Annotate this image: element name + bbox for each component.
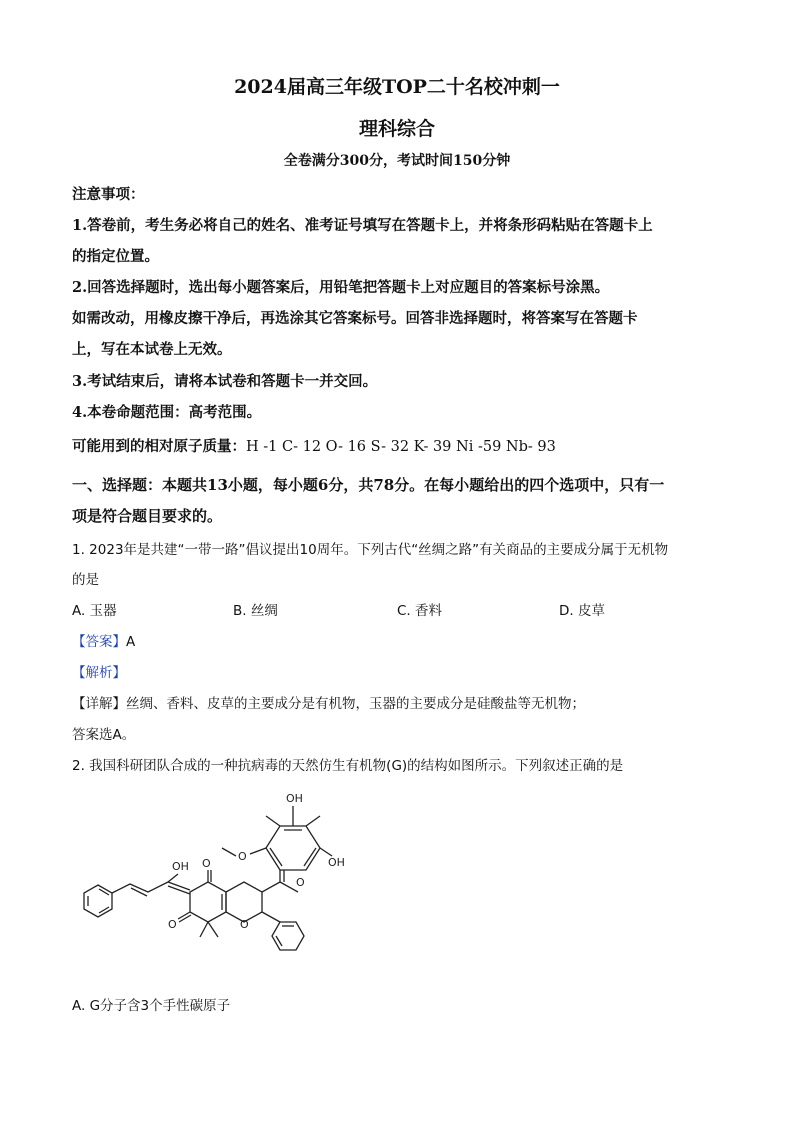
label-oh-top: OH: [286, 792, 303, 805]
notice-item: 上，写在本试卷上无效。: [72, 341, 232, 358]
notice-item: 如需改动，用橡皮擦干净后，再选涂其它答案标号。回答非选择题时，将答案写在答题卡: [72, 310, 638, 327]
q1-option-b: B. 丝绸: [233, 603, 278, 619]
q1-detail: [72, 692, 585, 712]
label-o-carbonyl-left: O: [168, 918, 177, 931]
atomic-mass-values: H -1 C- 12 O- 16 S- 32 K- 39 Ni -59 Nb- 93: [246, 439, 556, 455]
section-heading-cont: 项是符合题目要求的。: [72, 507, 223, 525]
analysis-tag: 【解析】: [72, 665, 126, 681]
label-o-methoxy: O: [238, 850, 247, 863]
dione-ring: [190, 882, 226, 922]
notice-item: 的指定位置。: [72, 248, 159, 265]
q1-option-a: A. 玉器: [72, 603, 117, 619]
label-oh-right: OH: [328, 856, 345, 869]
q1-option-d: D. 皮草: [559, 603, 605, 619]
molecule-structure-diagram: [70, 782, 370, 982]
notice-item: 3.考试结束后，请将本试卷和答题卡一并交回。: [72, 373, 378, 390]
exam-title: 2024届高三年级TOP二十名校冲刺一: [234, 76, 560, 98]
atomic-mass-label: 可能用到的相对原子质量：: [72, 438, 246, 455]
notice-item: 4.本卷命题范围：高考范围。: [72, 404, 262, 421]
label-o-ketone: O: [296, 876, 305, 889]
score-info: 全卷满分300分，考试时间150分钟: [283, 153, 511, 169]
q1-option-c: C. 香料: [397, 603, 443, 619]
q2-stem: 2. 我国科研团队合成的一种抗病毒的天然仿生有机物(G)的结构如图所示。下列叙述正确的是: [72, 758, 624, 774]
section-heading: 一、选择题：本题共13小题，每小题6分，共78分。在每小题给出的四个选项中，只有一: [72, 476, 665, 494]
q1-answer: [72, 630, 135, 650]
notice-item: 1.答卷前，考生务必将自己的姓名、准考证号填写在答题卡上，并将条形码粘贴在答题卡上: [72, 217, 653, 234]
notice-item: 2.回答选择题时，选出每小题答案后，用铅笔把答题卡上对应题目的答案标号涂黑。: [72, 279, 610, 296]
detail-tag: 【详解】: [72, 696, 126, 712]
answer-tag: 【答案】: [72, 634, 126, 650]
q1-conclusion: 答案选A。: [72, 727, 136, 743]
q2-option-a: A. G分子含3个手性碳原子: [72, 998, 231, 1014]
detail-text: 丝绸、香料、皮草的主要成分是有机物，玉器的主要成分是硅酸盐等无机物；: [126, 696, 585, 712]
atomic-mass-line: [72, 435, 556, 456]
label-o-carbonyl-top: O: [202, 857, 211, 870]
notice-heading: 注意事项：: [72, 186, 145, 203]
exam-subject: 理科综合: [358, 118, 435, 140]
answer-value: A: [126, 634, 136, 650]
label-oh-left: OH: [172, 860, 189, 873]
q1-stem: 1. 2023年是共建“一带一路”倡议提出10周年。下列古代“丝绸之路”有关商品的主要成分属于无机物: [72, 542, 669, 558]
pyran-ring: [226, 882, 262, 922]
q1-stem-cont: 的是: [72, 572, 99, 588]
label-o-ring: O: [240, 918, 249, 931]
hydroxyphenyl-ring: [266, 826, 320, 870]
